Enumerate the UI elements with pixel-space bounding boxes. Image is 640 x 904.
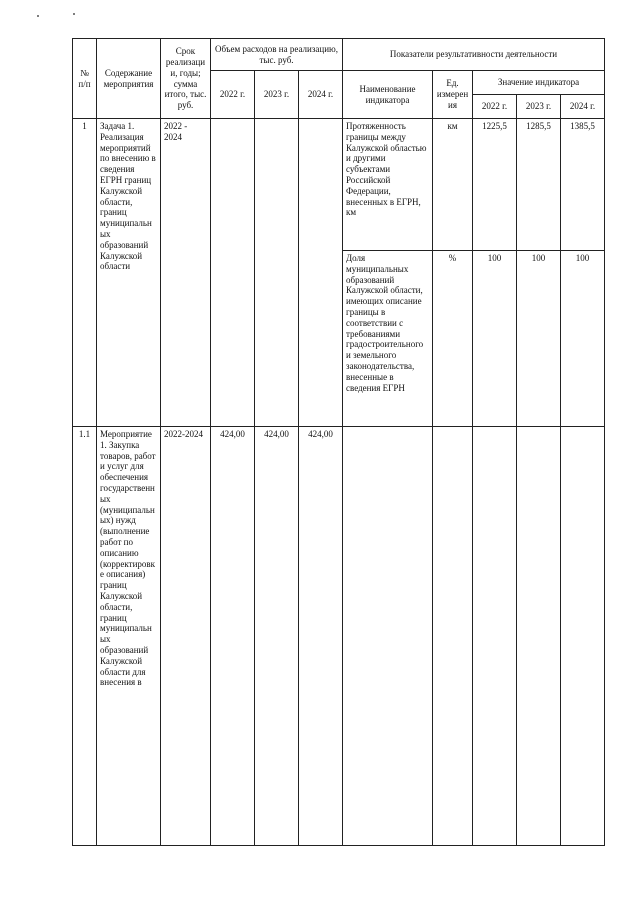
measure-value-2023 [517,427,561,846]
measure-num: 1.1 [73,427,97,846]
indicator-2-value-2023: 100 [517,251,561,427]
measure-unit [433,427,473,846]
header-costs: Объем расходов на реализацию, тыс. руб. [211,39,343,71]
header-cost-2023: 2023 г. [255,71,299,119]
header-cost-2022: 2022 г. [211,71,255,119]
indicator-2-value-2022: 100 [473,251,517,427]
measure-cost-2023: 424,00 [255,427,299,846]
scan-speck [73,13,75,15]
task-term: 2022 - 2024 [161,119,211,427]
measure-value-2022 [473,427,517,846]
table-row [73,119,605,251]
measure-cost-2024: 424,00 [299,427,343,846]
header-value-2024: 2024 г. [561,95,605,119]
header-num: № п/п [73,39,97,119]
measure-indicator-name [343,427,433,846]
header-content: Содержание мероприятия [97,39,161,119]
header-cost-2024: 2024 г. [299,71,343,119]
scan-speck [37,15,39,17]
indicator-1-value-2023: 1285,5 [517,119,561,251]
indicator-1-value-2022: 1225,5 [473,119,517,251]
header-unit: Ед. измерения [433,71,473,119]
header-value-2022: 2022 г. [473,95,517,119]
header-term: Срок реализации, годы; сумма итого, тыс. руб. [161,39,211,119]
measure-value-2024 [561,427,605,846]
measure-cost-2022: 424,00 [211,427,255,846]
indicator-2-value-2024: 100 [561,251,605,427]
task-cost-2022 [211,119,255,427]
indicator-2-name: Доля муниципальных образований Калужской области, имеющих описание границы в соответствии с требованиями градостроительного и земельного законодательства, внесенные в сведения ЕГРН [343,251,433,427]
header-indicator-name: Наименование индикатора [343,71,433,119]
indicator-1-unit: км [433,119,473,251]
task-content: Задача 1. Реализация мероприятий по внесению в сведения ЕГРН границ Калужской области, границ муниципальных образований Калужской области [97,119,161,427]
indicator-1-name: Протяженность границы между Калужской областью и другими субъектами Российской Федерации, внесенных в ЕГРН, км [343,119,433,251]
task-num: 1 [73,119,97,427]
header-indicator-values: Значение индикатора [473,71,605,95]
header-value-2023: 2023 г. [517,95,561,119]
measure-content: Мероприятие 1. Закупка товаров, работ и услуг для обеспечения государственных (муниципальных) нужд (выполнение работ по описанию (корректировке описания) границ Калужской области, границ муниципальных образований Калужской области для внесения в [97,427,161,846]
measure-term: 2022-2024 [161,427,211,846]
indicator-2-unit: % [433,251,473,427]
table-row [73,427,605,846]
header-indicators: Показатели результативности деятельности [343,39,605,71]
task-cost-2023 [255,119,299,427]
task-cost-2024 [299,119,343,427]
indicator-1-value-2024: 1385,5 [561,119,605,251]
activities-table [72,38,605,846]
